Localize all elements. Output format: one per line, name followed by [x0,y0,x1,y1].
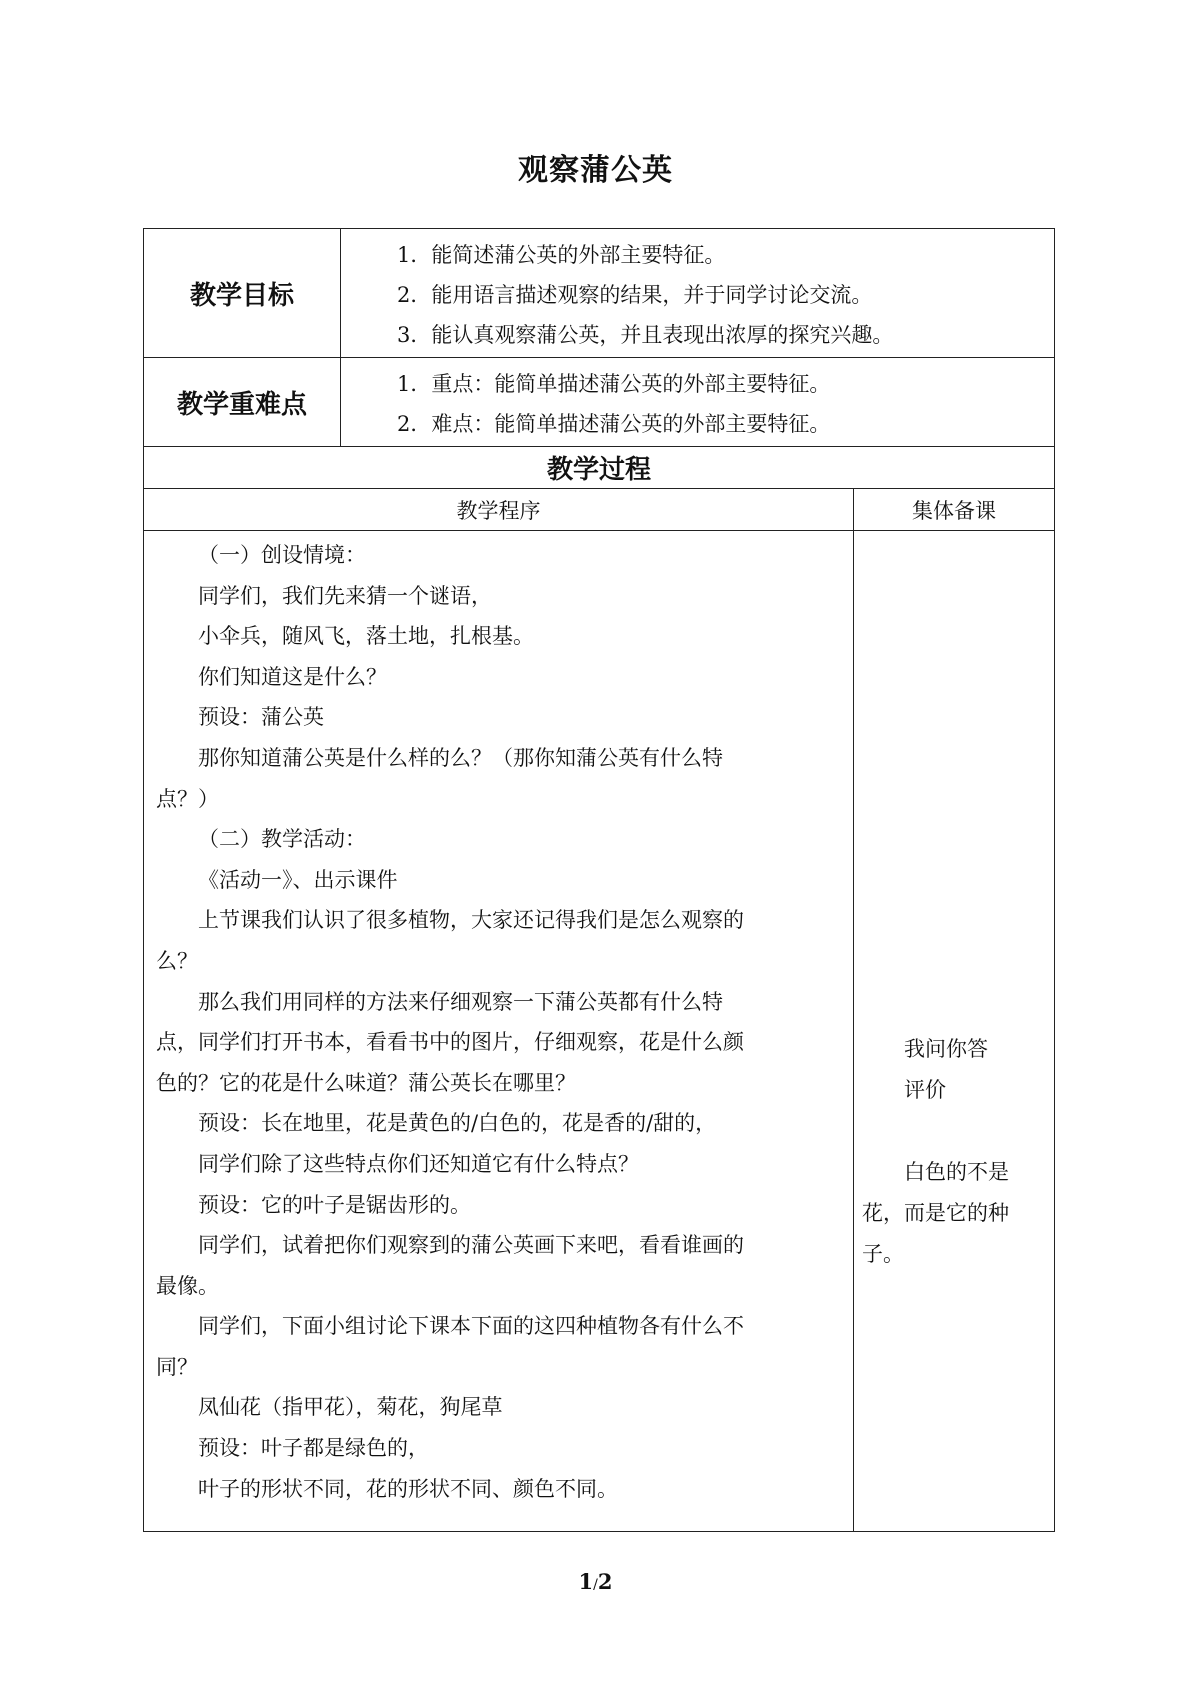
procedure-paragraph: 那你知道蒲公英是什么样的么？（那你知蒲公英有什么特 [198,745,723,770]
note-line: 我问你答 [904,1037,988,1061]
notes-column-header: 集体备课 [854,489,1055,531]
procedure-paragraph: 上节课我们认识了很多植物，大家还记得我们是怎么观察的 [198,908,744,933]
objectives-label: 教学目标 [144,229,341,358]
notes-content [854,531,1055,1532]
procedure-paragraph: 《活动一》、出示课件 [198,867,398,892]
procedure-paragraph: 叶子的形状不同，花的形状不同、颜色不同。 [198,1476,618,1501]
note-line: 评价 [904,1078,946,1102]
process-column-header-row [144,489,1055,531]
note-line: 白色的不是 [904,1160,1009,1184]
process-content-row [144,531,1055,1532]
objectives-list [341,229,1055,358]
procedure-column-header: 教学程序 [144,489,854,531]
procedure-paragraph: 同学们，我们先来猜一个谜语， [198,583,492,608]
procedure-paragraph: 点，同学们打开书本，看看书中的图片，仔细观察，花是什么颜 [156,1030,744,1055]
procedure-paragraph: 你们知道这是什么？ [198,664,387,689]
key-point-item: 1．重点：能简单描述蒲公英的外部主要特征。 [397,372,831,396]
procedure-paragraph: 凤仙花（指甲花），菊花，狗尾草 [198,1395,503,1420]
procedure-paragraph: 同学们除了这些特点你们还知道它有什么特点？ [198,1151,639,1176]
procedure-paragraph: 同学们，下面小组讨论下课本下面的这四种植物各有什么不 [198,1314,744,1339]
objective-item: 1．能简述蒲公英的外部主要特征。 [397,243,726,267]
page-title: 观察蒲公英 [518,153,673,188]
procedure-paragraph: 那么我们用同样的方法来仔细观察一下蒲公英都有什么特 [198,989,723,1014]
procedure-paragraph: （二）教学活动： [198,827,366,852]
procedure-paragraph: 同？ [156,1354,198,1379]
page-number [0,1569,1191,1594]
procedure-paragraph: 最像。 [156,1273,219,1298]
procedure-paragraph: 色的？它的花是什么味道？蒲公英长在哪里？ [156,1070,576,1095]
key-points-list [341,358,1055,447]
process-section-title: 教学过程 [144,447,1055,489]
procedure-paragraph: 点？） [156,786,219,811]
procedure-content [144,531,854,1532]
procedure-paragraph: 同学们，试着把你们观察到的蒲公英画下来吧，看看谁画的 [198,1233,744,1258]
page-current: 1 [578,1569,594,1594]
page-separator: / [593,1577,598,1593]
objective-item: 2．能用语言描述观察的结果，并于同学讨论交流。 [397,283,873,307]
process-section-row [144,447,1055,489]
objectives-row [144,229,1055,358]
procedure-paragraph: 小伞兵，随风飞，落土地，扎根基。 [198,624,534,649]
procedure-paragraph: 么？ [156,948,198,973]
key-points-label: 教学重难点 [144,358,341,447]
objective-item: 3．能认真观察蒲公英，并且表现出浓厚的探究兴趣。 [397,323,894,347]
note-line: 花，而是它的种 [862,1201,1009,1225]
note-line: 子。 [862,1242,904,1266]
procedure-paragraph: 预设：它的叶子是锯齿形的。 [198,1192,471,1217]
procedure-paragraph: 预设：蒲公英 [198,705,324,730]
key-point-item: 2．难点：能简单描述蒲公英的外部主要特征。 [397,412,831,436]
lesson-plan-table [143,228,1055,1532]
procedure-paragraph: 预设：长在地里，花是黄色的/白色的，花是香的/甜的， [198,1111,717,1136]
key-points-row [144,358,1055,447]
procedure-paragraph: （一）创设情境： [198,543,366,567]
page-total: 2 [597,1569,613,1594]
procedure-paragraph: 预设：叶子都是绿色的， [198,1436,429,1461]
